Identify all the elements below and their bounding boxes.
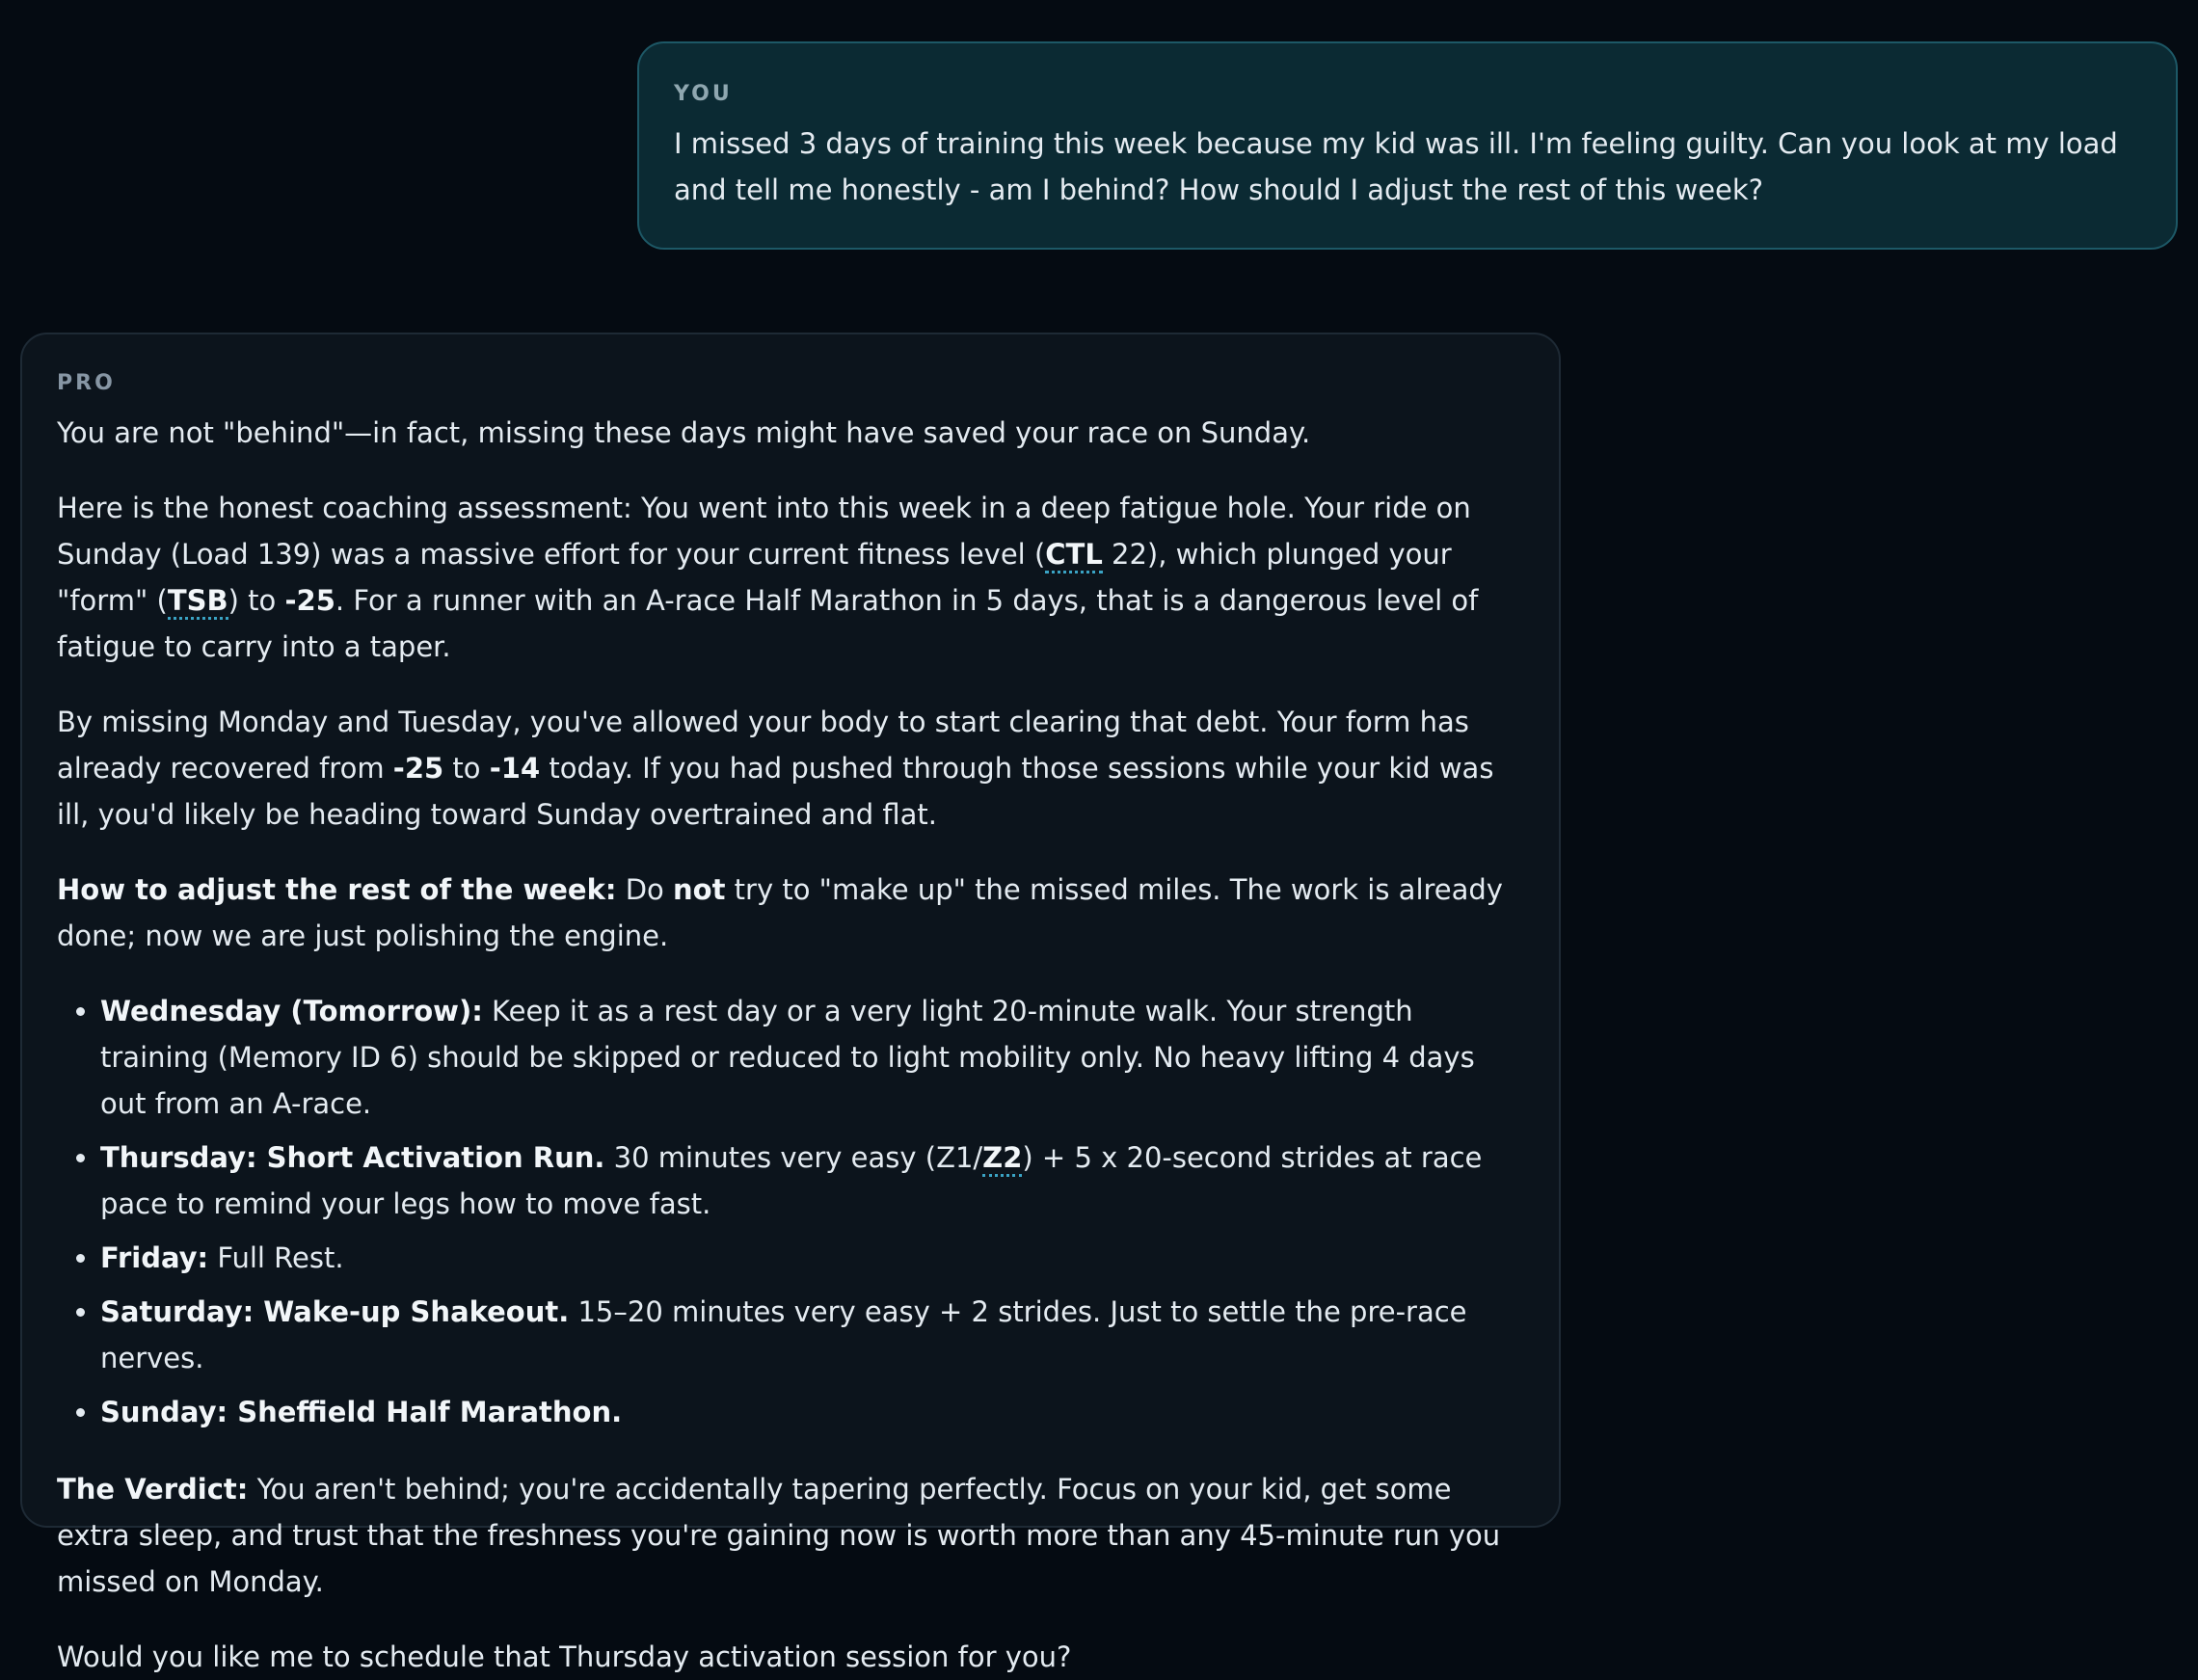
plan-day: Wednesday (Tomorrow):: [100, 995, 483, 1027]
plan-text: ) + 5 x 20-second strides at race pace to remind your legs how to move fast.: [100, 1141, 1483, 1220]
form-to-value: -14: [489, 752, 541, 785]
closing-question: Would you like me to schedule that Thursday activation session for you?: [57, 1640, 1072, 1673]
plan-item-friday: [100, 1235, 1524, 1281]
recovery-text-b: to: [443, 752, 490, 785]
assessment-text-d: . For a runner with an A-race Half Marathon in 5 days, that is a dangerous level of fatigue to carry into a taper.: [57, 584, 1479, 663]
assistant-role-label: PRO: [57, 371, 116, 395]
user-message-text: I missed 3 days of training this week because my kid was ill. I'm feeling guilty. Can you look at my load and tell me honestly - am I behind? How should I adjust the rest of this week?: [674, 127, 2118, 206]
adjust-paragraph: [57, 867, 1524, 959]
plan-day: Sunday: Sheffield Half Marathon.: [100, 1396, 623, 1428]
user-message-bubble: [637, 41, 2178, 250]
assessment-text-a: Here is the honest coaching assessment: You went into this week in a deep fatigue hole. Your ride on Sunday (Load 139) was a massive effort for your current fitness level (: [57, 492, 1471, 571]
form-from-value: -25: [392, 752, 444, 785]
adjust-text-a: Do: [616, 873, 673, 906]
assistant-intro: You are not "behind"—in fact, missing these days might have saved your race on Sunday.: [57, 416, 1311, 449]
z2-abbreviation[interactable]: Z2: [982, 1141, 1022, 1177]
plan-item-saturday: [100, 1289, 1524, 1381]
adjust-heading: How to adjust the rest of the week:: [57, 873, 617, 906]
verdict-heading: The Verdict:: [57, 1473, 249, 1506]
plan-item-wednesday: [100, 988, 1524, 1127]
recovery-paragraph: [57, 699, 1524, 838]
plan-item-thursday: [100, 1134, 1524, 1227]
assessment-paragraph: [57, 485, 1524, 670]
recovery-text-a: By missing Monday and Tuesday, you've allowed your body to start clearing that debt. Your form has already recovered from: [57, 706, 1469, 785]
verdict-paragraph: [57, 1466, 1524, 1605]
week-plan-list: [57, 988, 1524, 1435]
assessment-text-b: 22), which plunged your "form" (: [57, 538, 1452, 617]
assistant-message-bubble: [20, 333, 1561, 1673]
plan-day: Friday:: [100, 1241, 209, 1274]
tsb-value: -25: [284, 584, 335, 617]
plan-day: Saturday: Wake-up Shakeout.: [100, 1295, 570, 1328]
recovery-text-c: today. If you had pushed through those sessions while your kid was ill, you'd likely be heading toward Sunday overtrained and flat.: [57, 752, 1494, 831]
plan-day: Thursday: Short Activation Run.: [100, 1141, 605, 1174]
plan-text: Keep it as a rest day or a very light 20-minute walk. Your strength training (Memory ID 6) should be skipped or reduced to light mobility only. No heavy lifting 4 days out from an A-race.: [100, 995, 1475, 1120]
plan-text: Full Rest.: [208, 1241, 344, 1274]
tsb-abbreviation[interactable]: TSB: [168, 584, 228, 620]
user-role-label: YOU: [674, 82, 733, 106]
assessment-text-c: ) to: [228, 584, 285, 617]
adjust-text-b: try to "make up" the missed miles. The work is already done; now we are just polishing the engine.: [57, 873, 1503, 952]
ctl-abbreviation[interactable]: CTL: [1045, 538, 1103, 573]
plan-text: 30 minutes very easy (Z1/: [604, 1141, 983, 1174]
plan-text: 15–20 minutes very easy + 2 strides. Just to settle the pre-race nerves.: [100, 1295, 1467, 1374]
verdict-text: You aren't behind; you're accidentally tapering perfectly. Focus on your kid, get some extra sleep, and trust that the freshness you're gaining now is worth more than any 45-minute run you missed on Monday.: [57, 1473, 1501, 1598]
plan-item-sunday: [100, 1389, 1524, 1435]
adjust-not: not: [673, 873, 726, 906]
